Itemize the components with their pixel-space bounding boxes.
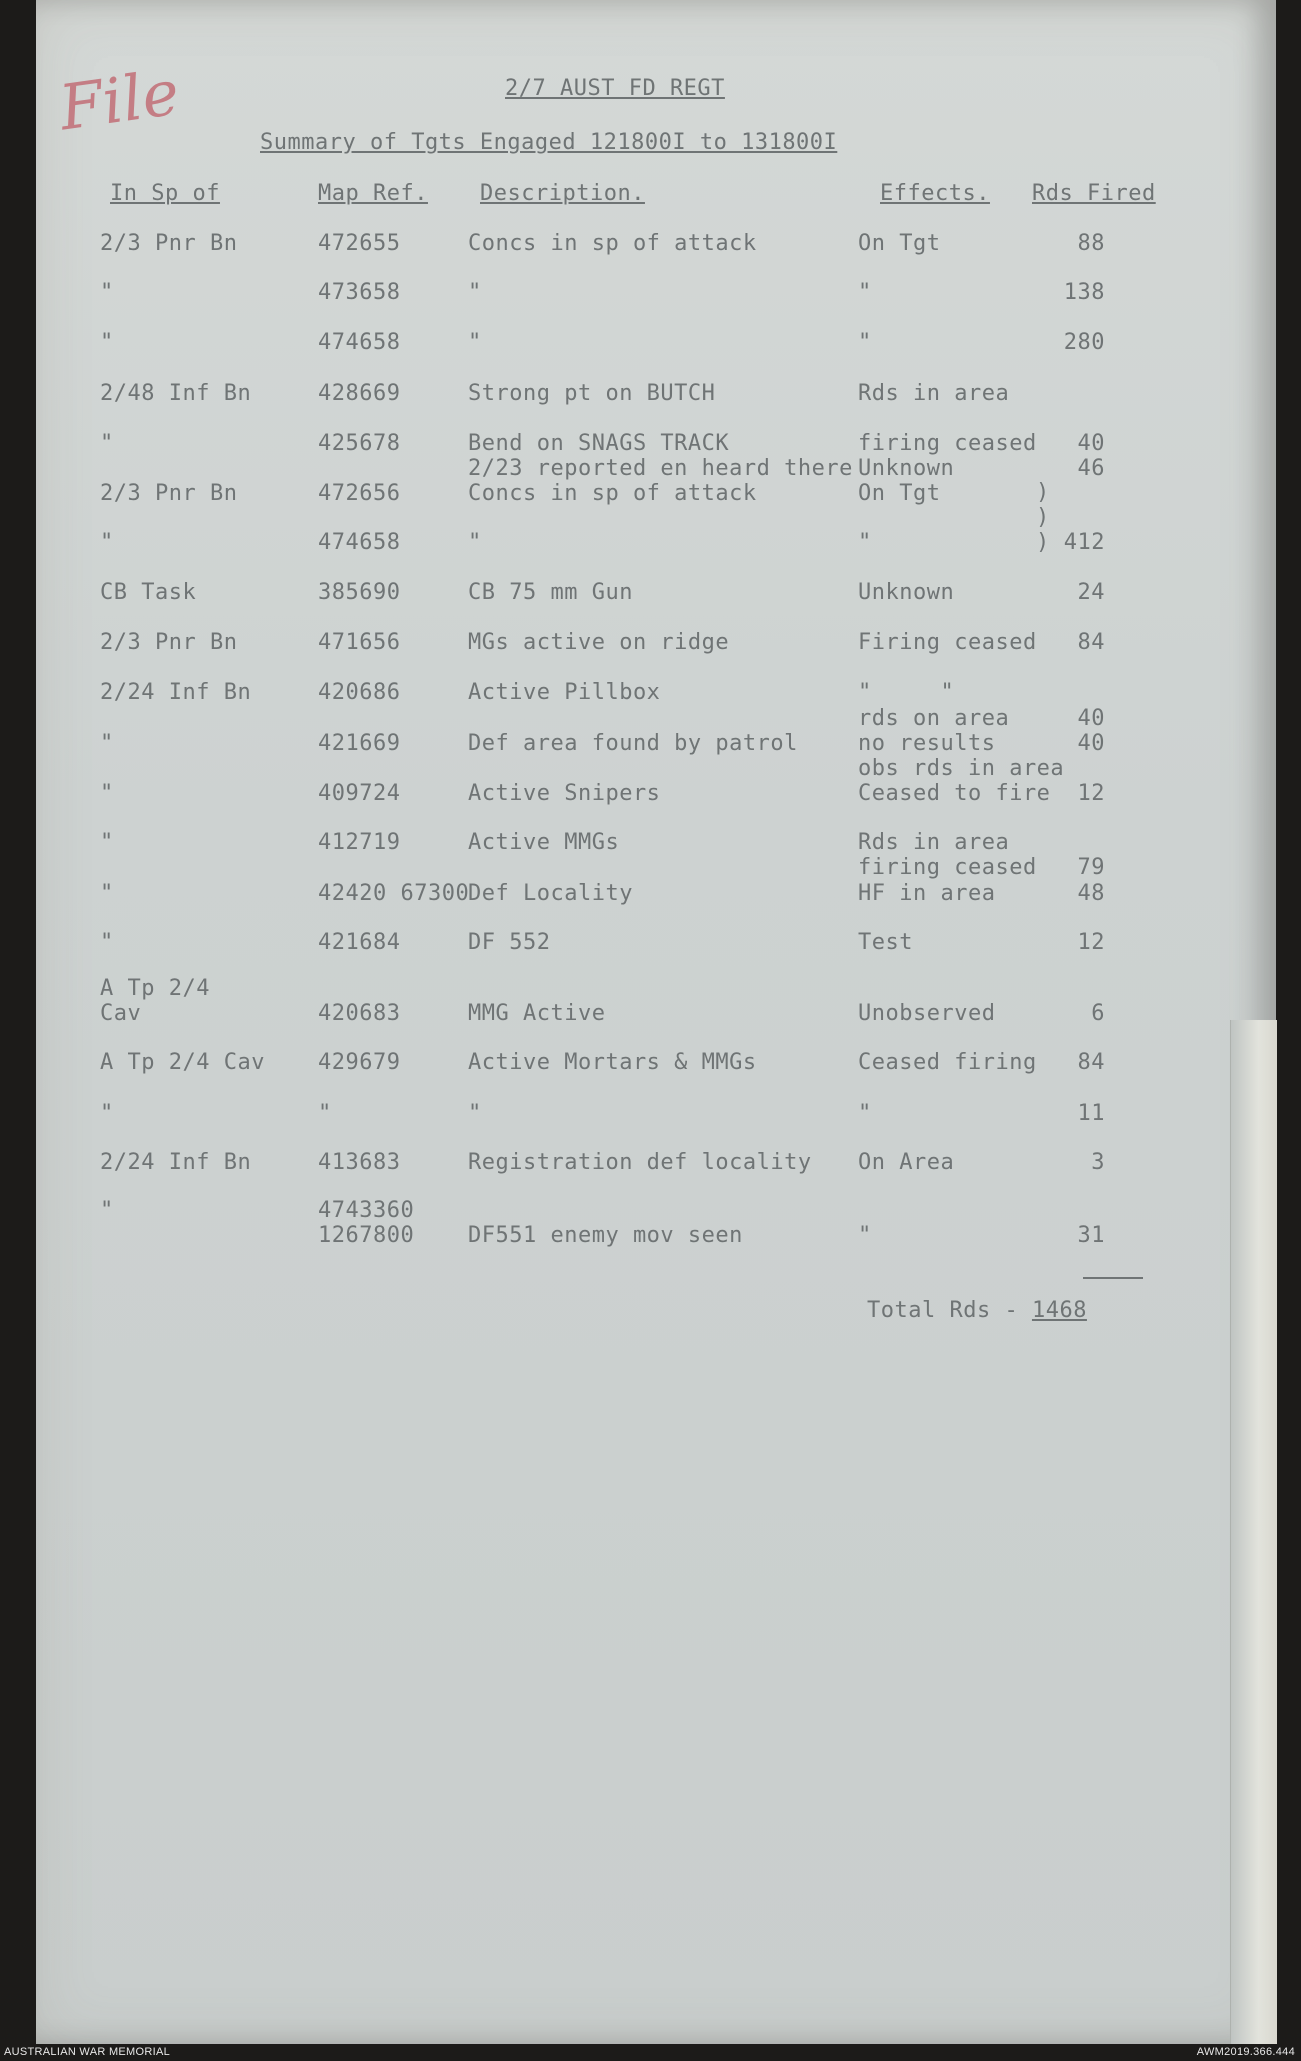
cell-effects: On Tgt (858, 481, 941, 506)
cell-desc: MGs active on ridge (468, 630, 730, 655)
cell-effects: rds on area (858, 706, 1010, 731)
cell-ref: 421684 (318, 930, 401, 955)
total-rounds (867, 1298, 1087, 1323)
cell-sp: 2/3 Pnr Bn (100, 630, 238, 655)
cell-effects: On Tgt (858, 231, 941, 256)
cell-desc: " (468, 280, 482, 305)
document-subheading: Summary of Tgts Engaged 121800I to 131800I (260, 130, 838, 155)
total-label: Total Rds - (867, 1298, 1032, 1323)
cell-rds: 48 (1077, 881, 1105, 906)
cell-sp: 2/24 Inf Bn (100, 1150, 252, 1175)
cell-desc: MMG Active (468, 1001, 606, 1026)
cell-rds: 12 (1077, 781, 1105, 806)
bracket-mark: ) (1036, 480, 1050, 505)
cell-sp: " (100, 280, 114, 305)
cell-effects: Test (858, 930, 913, 955)
cell-desc: Active MMGs (468, 830, 620, 855)
cell-desc: Strong pt on BUTCH (468, 381, 716, 406)
column-header-map-ref: Map Ref. (318, 181, 428, 206)
cell-desc: DF551 enemy mov seen (468, 1223, 743, 1248)
cell-sp: Cav (100, 1001, 142, 1026)
column-header-in-sp-of: In Sp of (110, 181, 220, 206)
cell-effects: On Area (858, 1150, 955, 1175)
cell-effects: Unknown (858, 456, 955, 481)
cell-rds: 12 (1077, 930, 1105, 955)
cell-desc: Concs in sp of attack (468, 231, 757, 256)
cell-sp: 2/48 Inf Bn (100, 381, 252, 406)
handwritten-file-mark: File (55, 55, 184, 145)
cell-ref: 413683 (318, 1150, 401, 1175)
cell-effects: " (858, 330, 872, 355)
cell-sp: 2/24 Inf Bn (100, 680, 252, 705)
bracket-mark: ) (1036, 530, 1050, 555)
cell-effects: Ceased to fire (858, 781, 1051, 806)
cell-desc: " (468, 530, 482, 555)
cell-effects: firing ceased (858, 855, 1037, 880)
cell-rds: 24 (1077, 580, 1105, 605)
cell-effects: Rds in area (858, 830, 1010, 855)
cell-rds: 84 (1077, 630, 1105, 655)
cell-ref: 420683 (318, 1001, 401, 1026)
column-header-effects: Effects. (880, 181, 990, 206)
cell-effects: " (858, 530, 872, 555)
cell-desc: Def area found by patrol (468, 731, 798, 756)
cell-ref: 472655 (318, 231, 401, 256)
cell-rds: 412 (1063, 530, 1105, 555)
cell-desc: Active Mortars & MMGs (468, 1050, 757, 1075)
cell-rds: 88 (1077, 231, 1105, 256)
cell-effects: Ceased firing (858, 1050, 1037, 1075)
cell-ref: 429679 (318, 1050, 401, 1075)
footer-institution: AUSTRALIAN WAR MEMORIAL (4, 2046, 171, 2058)
cell-ref: 1267800 (318, 1223, 415, 1248)
cell-sp: " (100, 530, 114, 555)
cell-desc: " (468, 330, 482, 355)
bracket-mark: ) (1036, 505, 1050, 530)
cell-ref: 420686 (318, 680, 401, 705)
cell-rds: 46 (1077, 456, 1105, 481)
cell-sp: " (100, 431, 114, 456)
total-rule (1083, 1277, 1143, 1279)
cell-desc: Registration def locality (468, 1150, 812, 1175)
cell-effects: Unknown (858, 580, 955, 605)
cell-rds: 40 (1077, 431, 1105, 456)
total-value: 1468 (1031, 1298, 1087, 1323)
cell-rds: 79 (1077, 855, 1105, 880)
cell-effects: " (858, 1101, 872, 1126)
cell-ref: 4743360 (318, 1198, 415, 1223)
cell-desc: Def Locality (468, 881, 633, 906)
cell-effects: firing ceased (858, 431, 1037, 456)
cell-effects: " (858, 1223, 872, 1248)
cell-rds: 11 (1077, 1101, 1105, 1126)
cell-effects: Rds in area (858, 381, 1010, 406)
cell-rds: 3 (1091, 1150, 1105, 1175)
cell-sp: 2/3 Pnr Bn (100, 481, 238, 506)
cell-desc: 2/23 reported en heard there (468, 456, 853, 481)
cell-sp: " (100, 1198, 114, 1223)
cell-ref: 421669 (318, 731, 401, 756)
cell-sp: " (100, 930, 114, 955)
cell-rds: 40 (1077, 731, 1105, 756)
cell-rds: 138 (1063, 280, 1105, 305)
cell-sp: CB Task (100, 580, 197, 605)
cell-sp: " (100, 1101, 114, 1126)
cell-desc: Bend on SNAGS TRACK (468, 431, 730, 456)
document-heading: 2/7 AUST FD REGT (505, 76, 725, 101)
cell-sp: " (100, 781, 114, 806)
cell-rds: 40 (1077, 706, 1105, 731)
cell-effects: " " (858, 680, 955, 705)
cell-desc: DF 552 (468, 930, 551, 955)
cell-ref: 428669 (318, 381, 401, 406)
column-header-description: Description. (480, 181, 645, 206)
cell-desc: Active Snipers (468, 781, 661, 806)
cell-ref: 471656 (318, 630, 401, 655)
cell-sp: 2/3 Pnr Bn (100, 231, 238, 256)
cell-sp: " (100, 881, 114, 906)
paper-torn-edge (1230, 1020, 1277, 2044)
cell-desc: CB 75 mm Gun (468, 580, 633, 605)
cell-ref: 473658 (318, 280, 401, 305)
cell-ref: 472656 (318, 481, 401, 506)
cell-ref: 409724 (318, 781, 401, 806)
cell-sp: A Tp 2/4 (100, 976, 210, 1001)
column-header-rds-fired: Rds Fired (1032, 181, 1156, 206)
cell-rds: 84 (1077, 1050, 1105, 1075)
cell-sp: " (100, 731, 114, 756)
cell-ref: 425678 (318, 431, 401, 456)
cell-sp: " (100, 330, 114, 355)
cell-desc: Concs in sp of attack (468, 481, 757, 506)
cell-rds: 31 (1077, 1223, 1105, 1248)
cell-ref: 474658 (318, 530, 401, 555)
cell-sp: " (100, 830, 114, 855)
cell-sp: A Tp 2/4 Cav (100, 1050, 265, 1075)
footer-reference: AWM2019.366.444 (1196, 2046, 1295, 2058)
cell-ref: 385690 (318, 580, 401, 605)
cell-rds: 280 (1063, 330, 1105, 355)
cell-ref: 412719 (318, 830, 401, 855)
cell-desc: " (468, 1101, 482, 1126)
cell-ref: 42420 67300 (318, 881, 470, 906)
cell-effects: " (858, 280, 872, 305)
cell-ref: 474658 (318, 330, 401, 355)
cell-desc: Active Pillbox (468, 680, 661, 705)
cell-effects: HF in area (858, 881, 996, 906)
cell-effects: no results (858, 731, 996, 756)
cell-ref: " (318, 1101, 332, 1126)
cell-rds: 6 (1091, 1001, 1105, 1026)
cell-effects: Unobserved (858, 1001, 996, 1026)
cell-effects: Firing ceased (858, 630, 1037, 655)
cell-effects: obs rds in area (858, 756, 1065, 781)
